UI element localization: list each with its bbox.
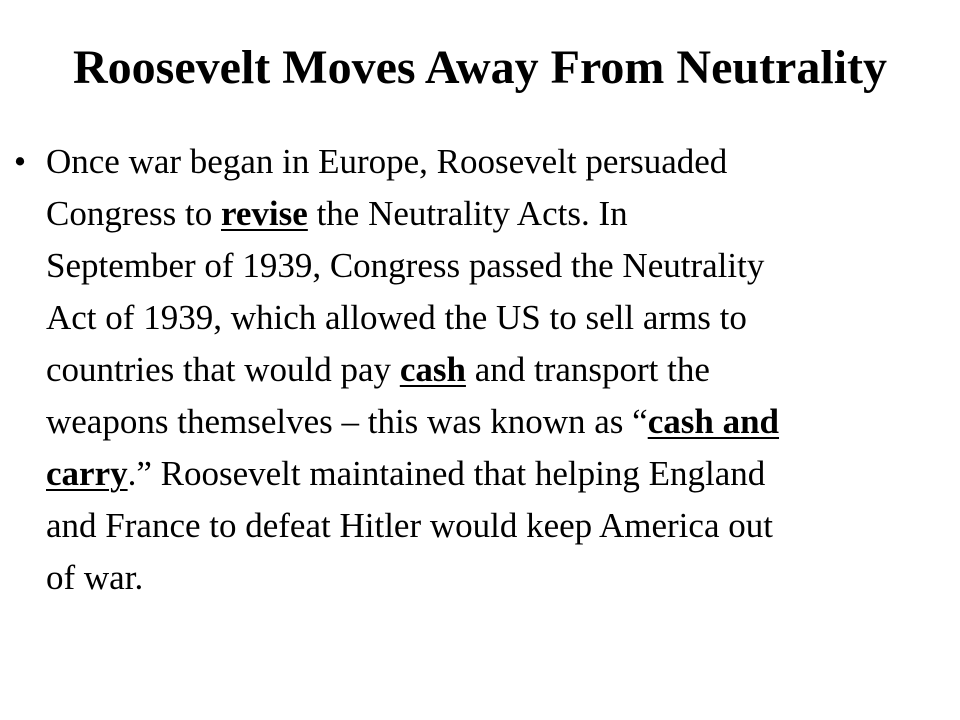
text-line xyxy=(46,448,950,500)
text-run: Congress to xyxy=(46,194,221,233)
slide-title: Roosevelt Moves Away From Neutrality xyxy=(72,41,888,94)
text-line xyxy=(46,188,950,240)
bullet-item xyxy=(0,136,960,604)
text-run: countries that would pay xyxy=(46,350,400,389)
text-run: Once war began in Europe, Roosevelt persuaded xyxy=(46,142,728,181)
text-run: the Neutrality Acts. In xyxy=(307,194,628,233)
bullet-marker: • xyxy=(13,142,27,181)
key-term-carry: carry xyxy=(46,454,128,493)
text-run: of war. xyxy=(46,558,144,597)
text-line xyxy=(46,240,950,292)
text-run: Act of 1939, which allowed the US to sell arms to xyxy=(46,298,747,337)
text-run: and France to defeat Hitler would keep America out xyxy=(46,506,773,545)
text-run: and transport the xyxy=(465,350,710,389)
text-line xyxy=(46,344,950,396)
bullet-list xyxy=(0,136,960,604)
text-line xyxy=(46,136,950,188)
text-line xyxy=(46,292,950,344)
text-line xyxy=(46,396,950,448)
key-term-cash: cash xyxy=(399,350,466,389)
text-run: .” Roosevelt maintained that helping England xyxy=(127,454,766,493)
key-term-revise: revise xyxy=(221,194,308,233)
text-run: weapons themselves – this was known as “ xyxy=(46,402,648,441)
text-run: September of 1939, Congress passed the Neutrality xyxy=(46,246,765,285)
key-term-cash-and: cash and xyxy=(647,402,780,441)
text-line xyxy=(46,500,950,552)
text-line xyxy=(46,552,950,604)
